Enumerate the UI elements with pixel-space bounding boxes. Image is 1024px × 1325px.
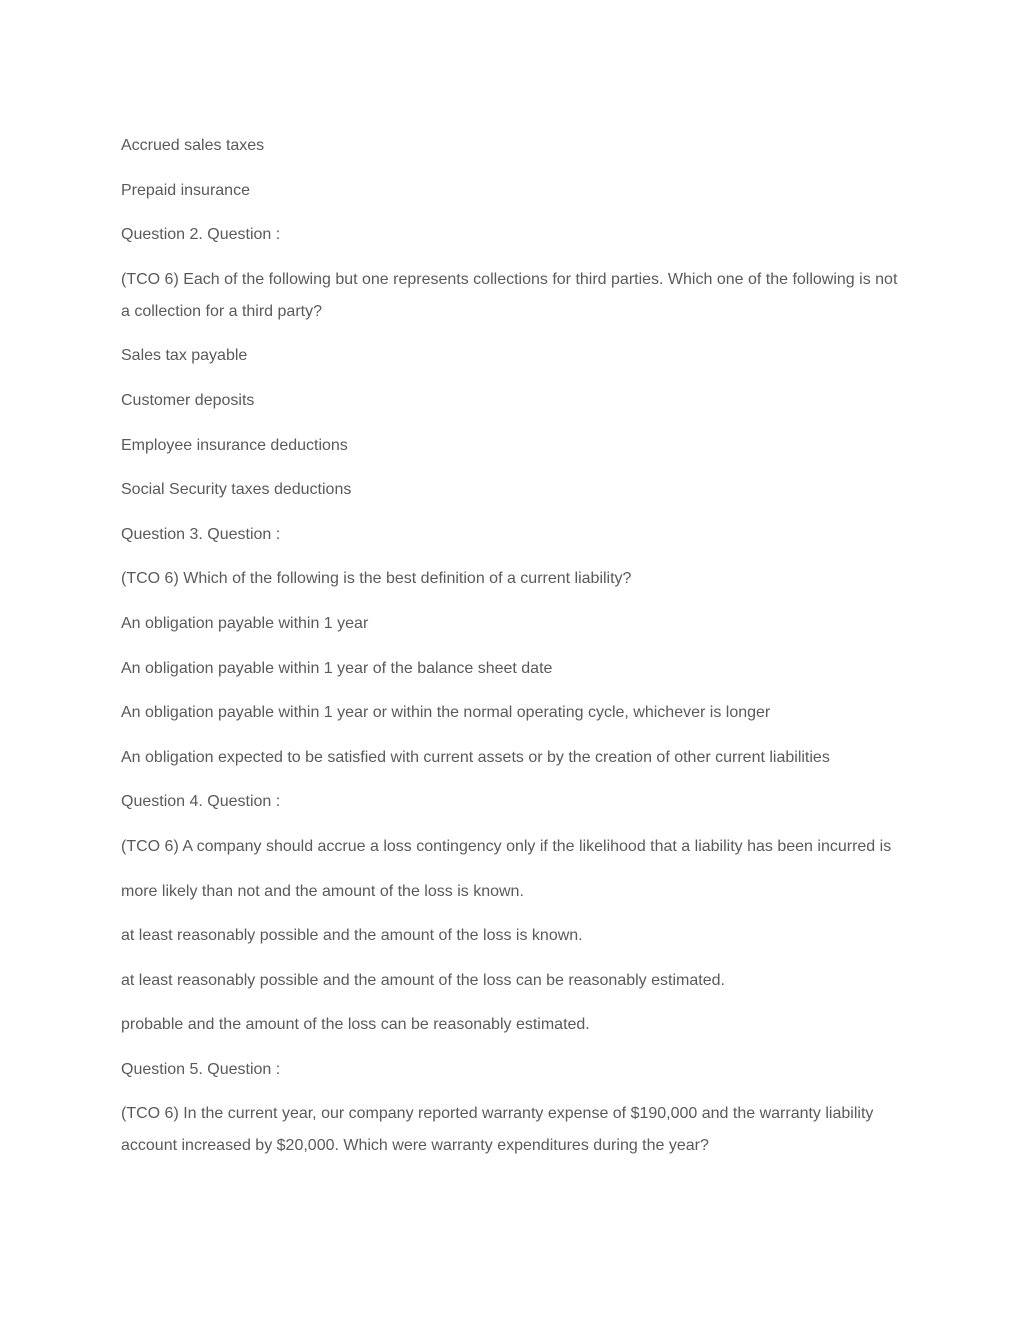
answer-option: An obligation payable within 1 year of the balance sheet date — [121, 659, 553, 677]
answer-option: An obligation payable within 1 year — [121, 614, 369, 632]
answer-option: at least reasonably possible and the amount of the loss is known. — [121, 927, 583, 945]
answer-option: Employee insurance deductions — [121, 436, 348, 454]
document-body — [121, 130, 901, 1175]
answer-option: Accrued sales taxes — [121, 137, 265, 154]
question-heading: Question 5. Question : — [121, 1060, 281, 1078]
question-text: (TCO 6) Each of the following but one represents collections for third parties. Which one of the following is not a collection for a third party? — [121, 270, 898, 320]
answer-option: more likely than not and the amount of the loss is known. — [121, 882, 524, 900]
answer-option: Prepaid insurance — [121, 181, 250, 199]
answer-option: An obligation expected to be satisfied with current assets or by the creation of other current liabilities — [121, 748, 830, 766]
question-heading: Question 3. Question : — [121, 525, 281, 543]
question-heading: Question 4. Question : — [121, 793, 281, 811]
answer-option: Sales tax payable — [121, 347, 248, 365]
question-heading: Question 2. Question : — [121, 226, 281, 244]
question-text: (TCO 6) Which of the following is the best definition of a current liability? — [121, 570, 632, 588]
answer-option: Social Security taxes deductions — [121, 481, 352, 499]
answer-option: Customer deposits — [121, 391, 255, 409]
question-text: (TCO 6) In the current year, our company reported warranty expense of $190,000 and the warranty liability account increased by $20,000. Which were warranty expenditures during the year? — [121, 1105, 874, 1155]
question-text: (TCO 6) A company should accrue a loss contingency only if the likelihood that a liability has been incurred is — [121, 837, 892, 855]
answer-option: An obligation payable within 1 year or within the normal operating cycle, whichever is longer — [121, 704, 771, 722]
answer-option: probable and the amount of the loss can be reasonably estimated. — [121, 1016, 590, 1034]
answer-option: at least reasonably possible and the amount of the loss can be reasonably estimated. — [121, 971, 725, 989]
